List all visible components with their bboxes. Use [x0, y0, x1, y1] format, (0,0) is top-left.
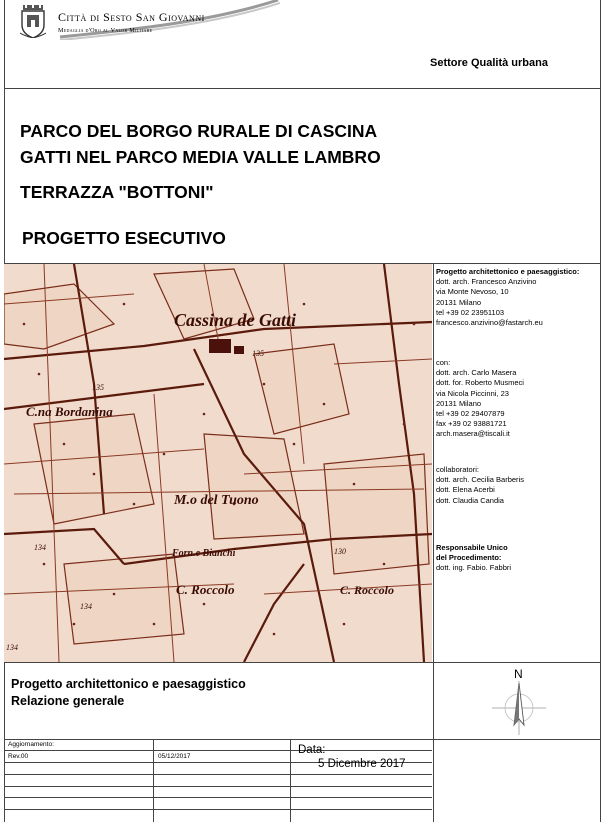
- credits-line: via Nicola Piccinni, 23: [436, 388, 509, 398]
- department-name: Settore Qualità urbana: [430, 57, 548, 69]
- date-label: Data:: [298, 744, 326, 756]
- map-label: M.o del Tuono: [174, 493, 259, 508]
- credits-line: via Monte Nevoso, 10: [436, 287, 509, 297]
- north-label: N: [514, 667, 523, 681]
- credits-line: tel +39 02 29407879: [436, 409, 505, 419]
- credits-line: dott. Claudia Candia: [436, 495, 504, 505]
- revision-date: 05/12/2017: [158, 753, 191, 760]
- credits-line: dott. arch. Francesco Anzivino: [436, 277, 537, 287]
- document-title: Progetto architettonico e paesaggistico: [11, 677, 246, 691]
- credits-line: dott. ing. Fabio. Fabbri: [436, 563, 512, 573]
- revision-number: Rev.00: [8, 753, 29, 760]
- credits-heading: Responsabile Unico: [436, 543, 508, 552]
- map-elevation: 135: [252, 349, 264, 358]
- credits-line: fax +39 02 93881721: [436, 419, 507, 429]
- city-subtitle: Medaglia d'Oro al Valor Militare: [58, 27, 153, 34]
- divider: [5, 739, 600, 740]
- credits-line: 20131 Milano: [436, 297, 482, 307]
- city-name: Città di Sesto San Giovanni: [58, 10, 205, 24]
- project-title-line1: PARCO DEL BORGO RURALE DI CASCINA: [20, 121, 378, 141]
- historic-map: [4, 264, 432, 662]
- divider: [5, 809, 432, 810]
- coat-of-arms-icon: [20, 5, 46, 38]
- map-elevation: 130: [334, 547, 346, 556]
- divider: [433, 263, 434, 822]
- credits-heading: del Procedimento:: [436, 553, 502, 563]
- collaborators-credits: [436, 465, 596, 506]
- project-phase: PROGETTO ESECUTIVO: [22, 228, 226, 248]
- project-title-line2: GATTI NEL PARCO MEDIA VALLE LAMBRO: [20, 147, 381, 167]
- document-subtitle: Relazione generale: [11, 694, 125, 708]
- divider: [5, 750, 432, 751]
- map-label: C. Roccolo: [176, 582, 235, 597]
- credits-line: dott. for. Roberto Musmeci: [436, 378, 524, 388]
- credits-line: dott. Elena Acerbi: [436, 485, 495, 495]
- north-arrow-icon: [492, 681, 546, 735]
- credits-heading: con:: [436, 358, 451, 367]
- credits-line: tel +39 02 23951103: [436, 307, 505, 317]
- divider: [5, 88, 600, 89]
- designer-credits: [436, 267, 596, 344]
- map-elevation: 135: [92, 383, 104, 392]
- divider: [5, 786, 432, 787]
- revision-label: Aggiornamento:: [8, 741, 54, 748]
- divider: [5, 662, 600, 663]
- project-subtitle: TERRAZZA "BOTTONI": [20, 182, 214, 202]
- divider: [5, 797, 432, 798]
- credits-line: francesco.anzivino@fastarch.eu: [436, 318, 543, 328]
- map-label: C.na Bordanina: [26, 404, 113, 419]
- credits-line: dott. arch. Cecilia Barberis: [436, 475, 524, 485]
- map-label: Cassina de Gatti: [174, 310, 297, 330]
- map-label: Forn.e Bianchi: [172, 548, 236, 559]
- map-elevation: 134: [80, 602, 92, 611]
- credits-line: dott. arch. Carlo Masera: [436, 368, 517, 378]
- date-value: 5 Dicembre 2017: [318, 758, 406, 770]
- credits-line: 20131 Milano: [436, 398, 482, 408]
- credits-heading: collaboratori:: [436, 465, 479, 474]
- credits-heading: Progetto architettonico e paesaggistico:: [436, 267, 580, 276]
- map-elevation: 134: [6, 643, 18, 652]
- map-label: C. Roccolo: [340, 583, 394, 597]
- with-credits: [436, 358, 596, 440]
- map-elevation: 134: [34, 543, 46, 552]
- rup-credits: [436, 543, 596, 574]
- divider: [5, 774, 432, 775]
- credits-line: arch.masera@tiscali.it: [436, 429, 510, 439]
